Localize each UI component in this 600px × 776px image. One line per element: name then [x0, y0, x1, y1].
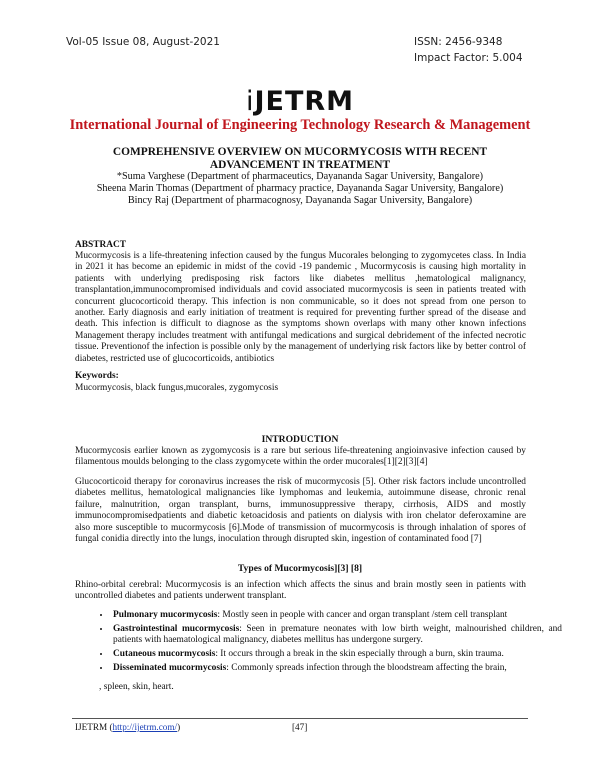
- intro-paragraph-1: Mucormycosis earlier known as zygomycosis is a rare but serious life-threatening angioinvasive infection caused by filamentous moulds belonging to the class zygomycete within the order mucorales[1][2][3][4]: [75, 446, 526, 468]
- logo-text: JETRM: [254, 86, 355, 117]
- logo-letter: i: [245, 86, 255, 117]
- journal-logo: [0, 86, 600, 117]
- list-item-desc: : Mostly seen in people with cancer and organ transplant /stem cell transplant: [217, 610, 508, 620]
- journal-name: International Journal of Engineering Technology Research & Management: [69, 117, 531, 133]
- list-item-desc: : It occurs through a break in the skin especially through a burn, skin trauma.: [215, 649, 504, 660]
- abstract-heading: ABSTRACT: [75, 240, 127, 250]
- list-item: [111, 663, 562, 674]
- intro-paragraph-2: Glucocorticoid therapy for coronavirus increases the risk of mucormycosis [5]. Other risk factors include uncontrolled diabetes mellitus, hematological malignancies like lymphomas and leukemia, autoimmune disease, chronic renal failure, malnutrition, organ transplant, burns, immunosuppressive therapy, cirrhosis, AIDS and mostly immunocompromisedpatients and diabetic ketoacidosis and patients on dialysis with iron chelator deferoxamine are also more susceptible to mucormycosis [6].Mode of transmission of mucormycosis is through inhalation of spores of fungal conidia directly into the lungs, inoculation through disrupted skin, ingestion of contaminated food [7]: [75, 477, 526, 545]
- list-item-term: Disseminated mucormycosis: [113, 663, 227, 674]
- author-3: Bincy Raj (Department of pharmacognosy, Dayananda Sagar University, Bangalore): [127, 195, 473, 206]
- list-item-term: Pulmonary mucormycosis: [113, 610, 218, 620]
- list-item-desc: : Seen in premature neonates with low birth weight, malnourished children, and patients with haematological malignancy, diabetes mellitus has undergone surgery.: [113, 623, 562, 646]
- abstract-text: Mucormycosis is a life-threatening infection caused by the fungus Mucorales belonging to zygomycetes class. In India in 2021 it has become an epidemic in midst of the covid -19 pandemic , Mucormycosis is causing high mortality in patients with underlying predisposing risk factors like diabetes mellitus ,hematological malignancy, transplantation,immunocompromised individuals and covid associated mucormycosis is seen in patients treated with concurrent glucocorticoid therapy. This infection is non communicable, so it does not spread from one person to another. Early diagnosis and early initiation of treatment is required for preventing further spread of the disease and death. This infection is difficult to diagnose as the symptoms shown overlaps with many other known infections Management therapy includes treatment with antifungal medications and surgical debridement of the infected necrotic tissue. Preventionof the infection is possible only by the management of underlying risk factors like by better control of diabetes, restricted use of glucocorticoids, antibiotics: [75, 251, 526, 364]
- list-continuation: , spleen, skin, heart.: [99, 682, 174, 692]
- keywords-text: Mucormycosis, black fungus,mucorales, zygomycosis: [75, 383, 279, 393]
- author-2: Sheena Marin Thomas (Department of pharmacy practice, Dayananda Sagar University, Bangalore): [96, 183, 504, 194]
- keywords-heading: Keywords:: [75, 371, 119, 381]
- footer-prefix: IJETRM (: [75, 722, 113, 732]
- introduction-heading: INTRODUCTION: [261, 434, 339, 445]
- footer-suffix: ): [177, 722, 181, 732]
- list-item: [111, 610, 562, 621]
- list-item-desc: : Commonly spreads infection through the bloodstream affecting the brain,: [226, 663, 507, 674]
- list-item: [111, 624, 562, 647]
- list-item-term: Gastrointestinal mucormycosis: [113, 623, 240, 634]
- issue-info: Vol-05 Issue 08, August-2021: [66, 36, 220, 48]
- page-number: [47]: [292, 722, 308, 732]
- author-1: *Suma Varghese (Department of pharmaceutics, Dayananda Sagar University, Bangalore): [116, 171, 484, 182]
- types-list: [75, 610, 562, 677]
- paper-title: COMPREHENSIVE OVERVIEW ON MUCORMYCOSIS WITH RECENT ADVANCEMENT IN TREATMENT: [112, 146, 488, 171]
- list-item: [111, 649, 562, 660]
- footer-divider: [72, 718, 528, 719]
- impact-factor: Impact Factor: 5.004: [414, 52, 523, 64]
- footer-source: [75, 722, 180, 732]
- types-intro: Rhino-orbital cerebral: Mucormycosis is an infection which affects the sinus and brain mostly seen in patients with uncontrolled diabetes and patients underwent transplant.: [75, 580, 526, 602]
- journal-link[interactable]: http://ijetrm.com/: [112, 722, 178, 732]
- author-list: [60, 171, 540, 207]
- list-item-term: Cutaneous mucormycosis: [113, 649, 216, 660]
- types-heading: Types of Mucormycosis][3] [8]: [237, 563, 363, 574]
- issn: ISSN: 2456-9348: [414, 36, 503, 48]
